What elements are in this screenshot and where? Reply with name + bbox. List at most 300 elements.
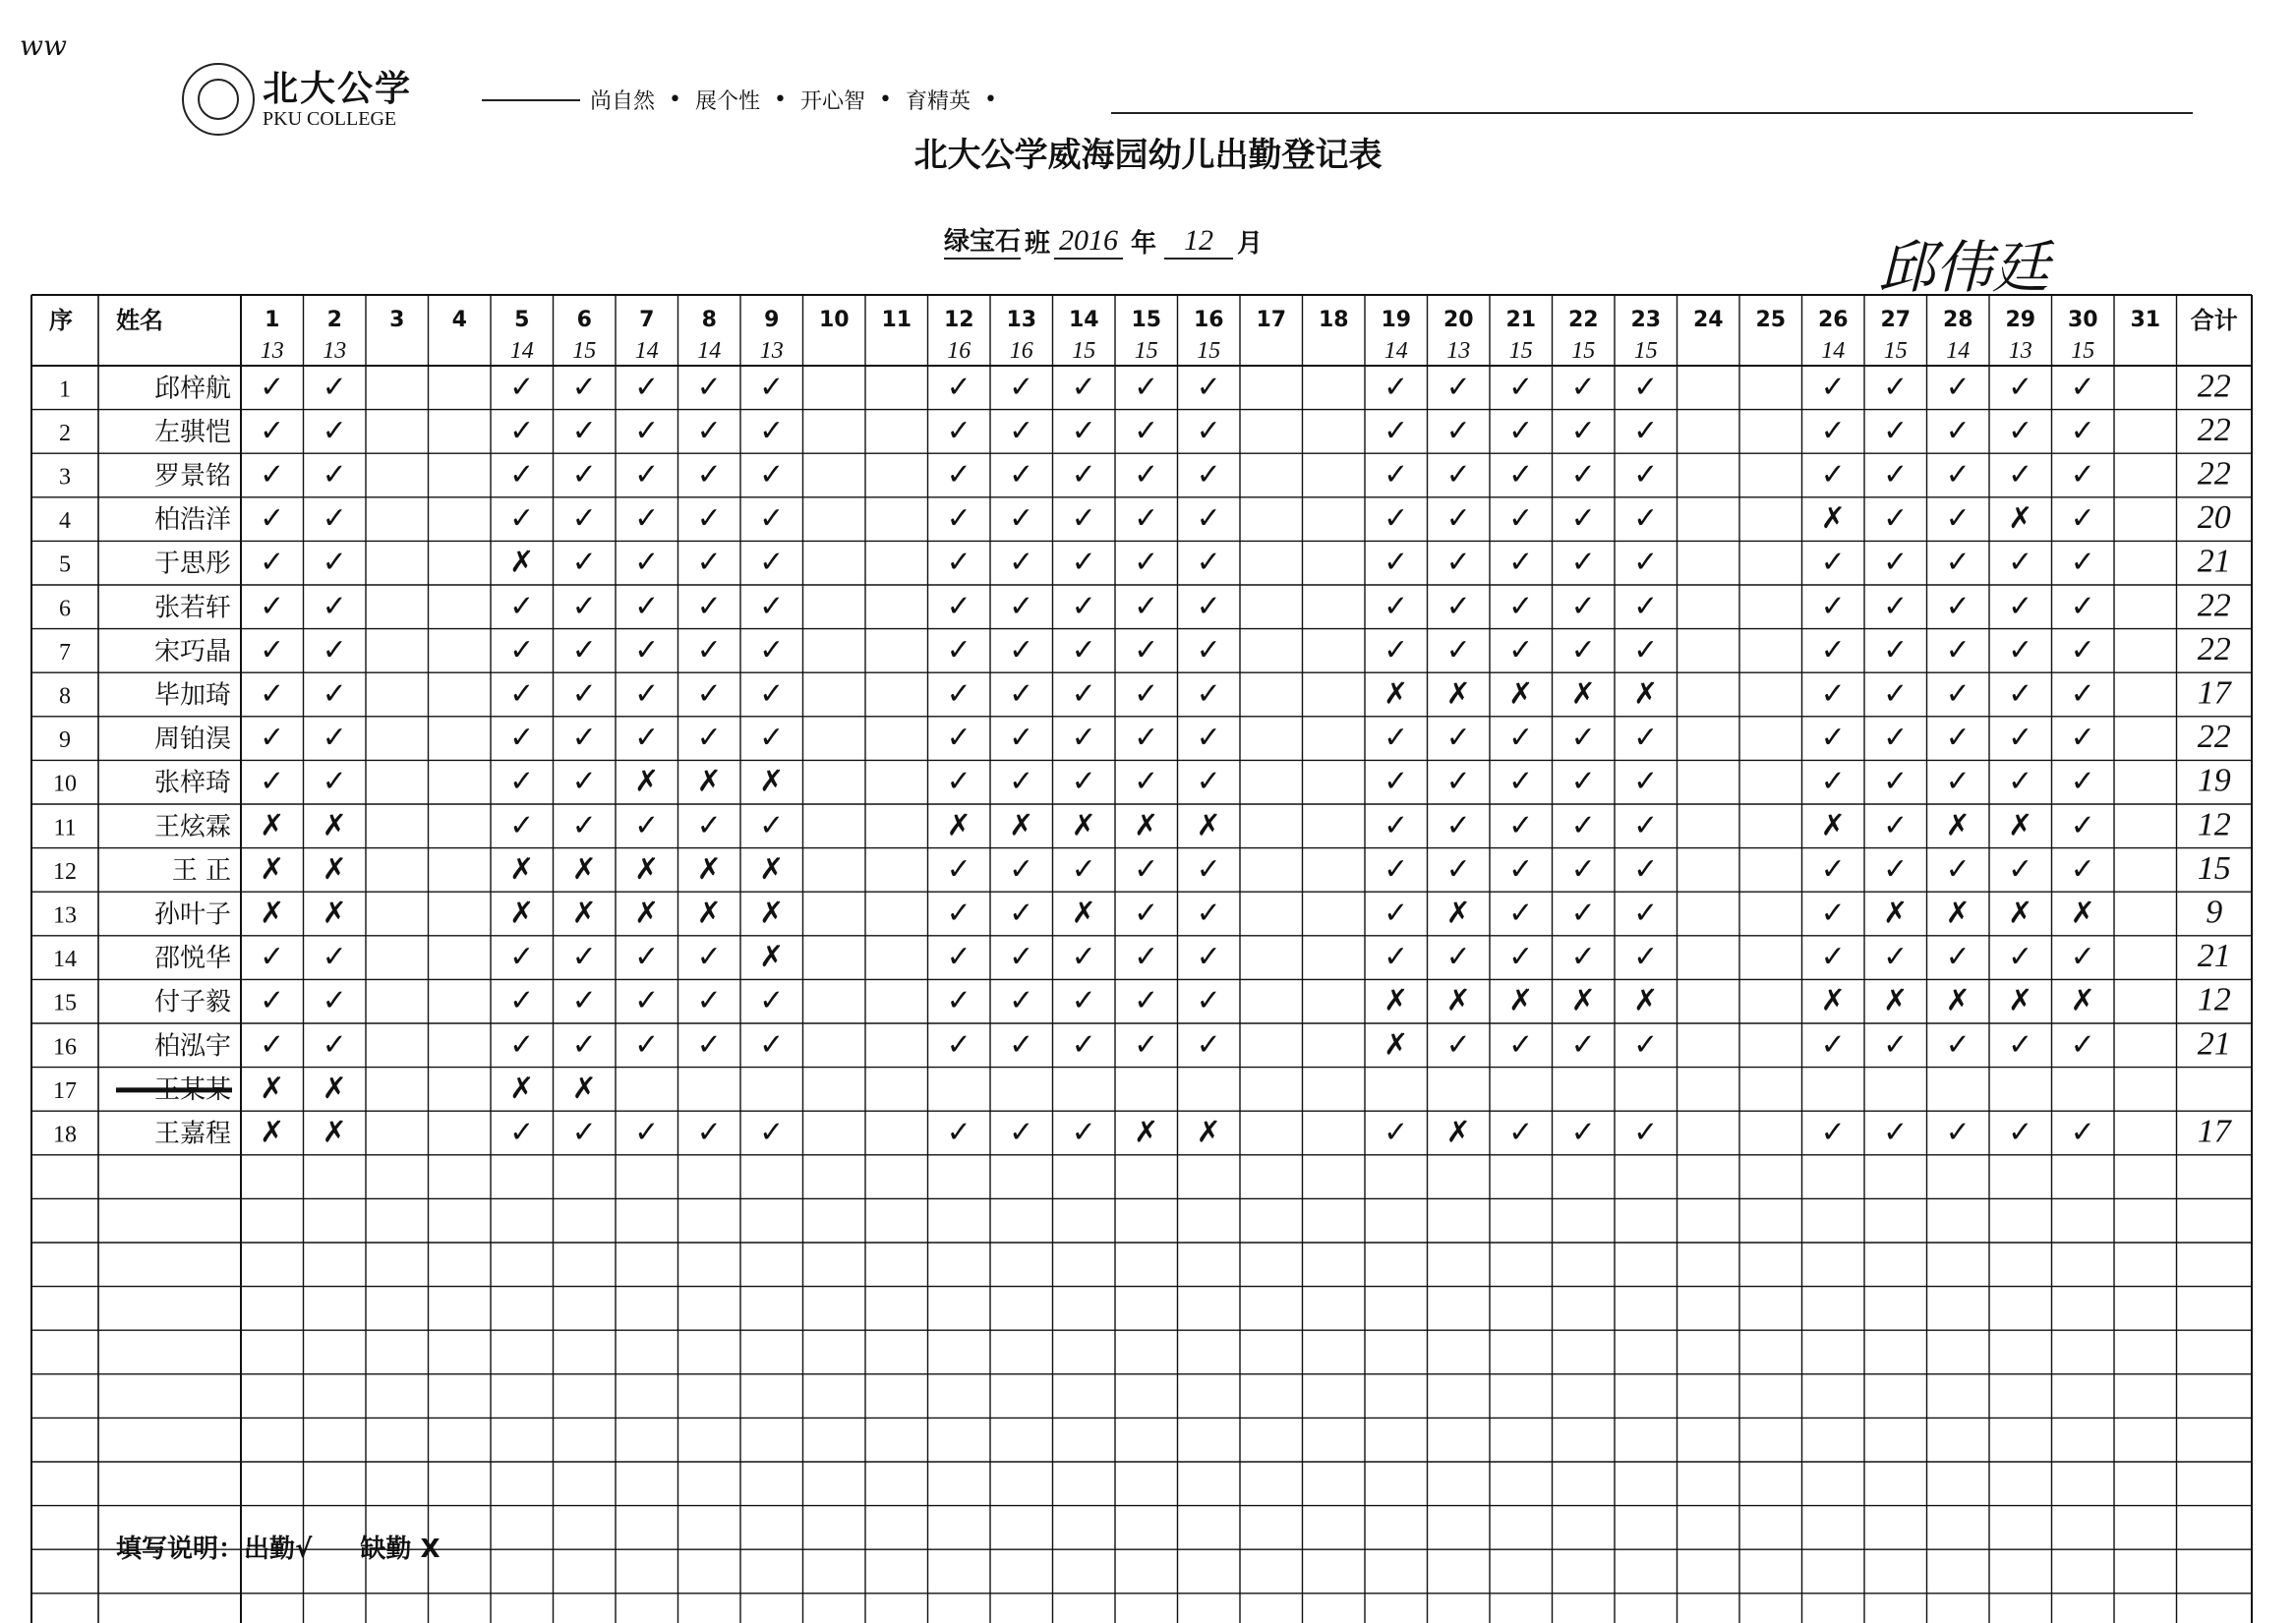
attendance-mark: ✓ <box>260 632 285 667</box>
attendance-mark: ✓ <box>509 940 535 975</box>
attendance-mark: ✓ <box>759 721 785 756</box>
attendance-mark: ✗ <box>571 896 597 931</box>
attendance-mark: ✓ <box>634 370 660 405</box>
attendance-mark: ✓ <box>1445 721 1471 756</box>
attendance-mark: ✓ <box>759 1027 785 1063</box>
attendance-mark: ✓ <box>2070 413 2095 448</box>
footer-present: 填写说明：出勤√ <box>116 1535 313 1564</box>
attendance-mark: ✓ <box>696 413 722 448</box>
daily-count-14: 15 <box>1072 338 1096 364</box>
daily-count-9: 13 <box>759 338 784 364</box>
attendance-mark: ✓ <box>1134 632 1159 667</box>
attendance-mark: ✓ <box>509 501 535 537</box>
attendance-mark: ✓ <box>260 413 285 448</box>
attendance-mark: ✓ <box>946 1115 971 1150</box>
row-name: 柏浩洋 <box>153 505 231 536</box>
attendance-mark: ✓ <box>1508 808 1534 843</box>
attendance-mark: ✓ <box>260 501 285 537</box>
attendance-mark: ✗ <box>634 764 660 799</box>
attendance-mark: ✓ <box>759 545 785 580</box>
attendance-mark: ✓ <box>2008 721 2033 756</box>
attendance-mark: ✓ <box>634 632 660 667</box>
attendance-mark: ✓ <box>946 632 971 667</box>
attendance-mark: ✓ <box>759 808 785 843</box>
daily-count-13: 16 <box>1009 338 1033 364</box>
attendance-mark: ✓ <box>1508 413 1534 448</box>
attendance-mark: ✗ <box>1508 676 1534 712</box>
attendance-mark: ✓ <box>571 1115 597 1150</box>
attendance-mark: ✓ <box>260 589 285 624</box>
attendance-mark: ✓ <box>1820 632 1846 667</box>
attendance-mark: ✓ <box>634 676 660 712</box>
row-total: 21 <box>2197 543 2231 580</box>
attendance-mark: ✓ <box>571 1027 597 1063</box>
attendance-mark: ✓ <box>1196 896 1221 931</box>
daily-count-21: 15 <box>1508 338 1533 364</box>
attendance-mark: ✓ <box>1570 457 1596 493</box>
attendance-mark: ✓ <box>260 370 285 405</box>
attendance-mark: ✓ <box>1883 457 1909 493</box>
attendance-mark: ✗ <box>1945 983 1971 1018</box>
attendance-mark: ✓ <box>1945 851 1971 887</box>
attendance-mark: ✓ <box>322 1027 347 1063</box>
attendance-mark: ✓ <box>1820 1115 1846 1150</box>
row-seq: 13 <box>53 902 77 929</box>
attendance-mark: ✓ <box>2070 370 2095 405</box>
attendance-mark: ✓ <box>1633 370 1659 405</box>
attendance-mark: ✓ <box>1820 721 1846 756</box>
attendance-mark: ✓ <box>1445 940 1471 975</box>
attendance-mark: ✓ <box>1883 589 1909 624</box>
row-name: 王嘉程 <box>153 1119 231 1149</box>
header-day-11: 11 <box>881 308 913 332</box>
attendance-mark: ✓ <box>2008 764 2033 799</box>
header-day-3: 3 <box>389 308 405 332</box>
row-total: 22 <box>2197 630 2231 667</box>
header-day-4: 4 <box>451 308 467 332</box>
attendance-mark: ✓ <box>1009 851 1034 887</box>
attendance-mark: ✓ <box>1633 457 1659 493</box>
attendance-mark: ✓ <box>1009 721 1034 756</box>
footer-note <box>116 1529 480 1565</box>
attendance-mark: ✓ <box>2070 632 2095 667</box>
attendance-mark: ✓ <box>2008 413 2033 448</box>
attendance-mark: ✓ <box>1633 501 1659 537</box>
row-name: 孙叶子 <box>153 899 231 930</box>
attendance-mark: ✗ <box>1820 983 1846 1018</box>
attendance-mark: ✓ <box>1945 545 1971 580</box>
attendance-mark: ✓ <box>509 370 535 405</box>
attendance-mark: ✗ <box>1633 676 1659 712</box>
attendance-mark: ✓ <box>1383 1115 1409 1150</box>
attendance-mark: ✓ <box>1383 589 1409 624</box>
attendance-mark: ✓ <box>1633 545 1659 580</box>
attendance-mark: ✓ <box>509 764 535 799</box>
row-name: 张若轩 <box>153 593 231 623</box>
attendance-mark: ✓ <box>1196 457 1221 493</box>
attendance-mark: ✓ <box>2070 764 2095 799</box>
row-total: 22 <box>2197 587 2231 624</box>
attendance-mark: ✗ <box>946 808 971 843</box>
attendance-mark: ✓ <box>1820 545 1846 580</box>
header-day-10: 10 <box>818 308 850 332</box>
attendance-mark: ✗ <box>1134 1115 1159 1150</box>
row-total: 17 <box>2197 674 2231 712</box>
daily-count-6: 15 <box>572 338 597 364</box>
attendance-mark: ✓ <box>1383 896 1409 931</box>
attendance-mark: ✓ <box>509 632 535 667</box>
header-day-2: 2 <box>326 308 342 332</box>
attendance-mark: ✓ <box>1009 457 1034 493</box>
attendance-mark: ✓ <box>571 983 597 1018</box>
attendance-mark: ✓ <box>1196 851 1221 887</box>
attendance-mark: ✓ <box>946 676 971 712</box>
attendance-mark: ✓ <box>509 721 535 756</box>
attendance-mark: ✓ <box>322 457 347 493</box>
attendance-mark: ✗ <box>260 851 285 887</box>
attendance-mark: ✓ <box>1134 851 1159 887</box>
month-value: 12 <box>1164 224 1233 260</box>
attendance-mark: ✓ <box>1196 1027 1221 1063</box>
row-seq: 10 <box>53 771 77 797</box>
attendance-mark: ✓ <box>1445 1027 1471 1063</box>
header-day-28: 28 <box>1942 308 1973 332</box>
attendance-mark: ✓ <box>1009 1027 1034 1063</box>
attendance-mark: ✗ <box>759 764 785 799</box>
footer-absent: 缺勤 X <box>360 1535 441 1564</box>
teacher-signature: 邱伟廷 <box>1878 234 2050 301</box>
attendance-mark: ✓ <box>509 589 535 624</box>
attendance-mark: ✓ <box>1883 632 1909 667</box>
header-day-19: 19 <box>1381 308 1412 332</box>
attendance-mark: ✓ <box>634 808 660 843</box>
attendance-mark: ✓ <box>946 413 971 448</box>
row-seq: 3 <box>59 464 71 491</box>
attendance-mark: ✗ <box>260 896 285 931</box>
attendance-mark: ✓ <box>571 764 597 799</box>
attendance-mark: ✓ <box>759 457 785 493</box>
attendance-mark: ✓ <box>1009 545 1034 580</box>
attendance-mark: ✓ <box>1570 545 1596 580</box>
attendance-mark: ✓ <box>1633 851 1659 887</box>
row-seq: 11 <box>53 815 77 841</box>
row-total: 22 <box>2197 368 2231 405</box>
attendance-mark: ✓ <box>1945 764 1971 799</box>
attendance-mark: ✓ <box>260 764 285 799</box>
attendance-mark: ✓ <box>1071 721 1096 756</box>
attendance-mark: ✓ <box>1945 413 1971 448</box>
row-seq: 7 <box>59 639 71 666</box>
attendance-mark: ✓ <box>1445 808 1471 843</box>
attendance-mark: ✓ <box>946 457 971 493</box>
attendance-mark: ✗ <box>2008 983 2033 1018</box>
attendance-mark: ✓ <box>696 589 722 624</box>
attendance-mark: ✓ <box>1134 457 1159 493</box>
attendance-mark: ✓ <box>1570 589 1596 624</box>
attendance-mark: ✗ <box>1883 983 1909 1018</box>
attendance-mark: ✗ <box>1196 808 1221 843</box>
header-day-20: 20 <box>1442 308 1474 332</box>
attendance-mark: ✓ <box>1508 370 1534 405</box>
header-day-21: 21 <box>1505 308 1537 332</box>
daily-count-27: 15 <box>1883 338 1908 364</box>
attendance-mark: ✗ <box>322 1071 347 1106</box>
header-day-18: 18 <box>1318 308 1349 332</box>
row-total: 17 <box>2197 1113 2231 1150</box>
attendance-mark: ✗ <box>322 896 347 931</box>
attendance-mark: ✓ <box>1945 457 1971 493</box>
row-seq: 16 <box>53 1034 77 1061</box>
header-day-26: 26 <box>1817 308 1849 332</box>
attendance-mark: ✗ <box>571 851 597 887</box>
attendance-mark: ✗ <box>1196 1115 1221 1150</box>
attendance-mark: ✓ <box>571 676 597 712</box>
row-total: 22 <box>2197 719 2231 756</box>
attendance-mark: ✓ <box>1071 501 1096 537</box>
attendance-mark: ✗ <box>1570 983 1596 1018</box>
attendance-mark: ✓ <box>1883 1027 1909 1063</box>
attendance-mark: ✓ <box>322 676 347 712</box>
daily-count-22: 15 <box>1571 338 1596 364</box>
attendance-mark: ✓ <box>1883 501 1909 537</box>
attendance-mark: ✓ <box>1009 413 1034 448</box>
attendance-mark: ✓ <box>322 632 347 667</box>
attendance-mark: ✓ <box>1570 1027 1596 1063</box>
attendance-mark: ✓ <box>2008 545 2033 580</box>
attendance-mark: ✗ <box>1134 808 1159 843</box>
attendance-mark: ✓ <box>1009 501 1034 537</box>
attendance-mark: ✓ <box>1633 940 1659 975</box>
attendance-mark: ✓ <box>1134 764 1159 799</box>
attendance-mark: ✓ <box>946 589 971 624</box>
attendance-mark: ✓ <box>1570 501 1596 537</box>
attendance-mark: ✓ <box>759 501 785 537</box>
attendance-mark: ✗ <box>1883 896 1909 931</box>
row-name: 王炫霖 <box>153 812 231 842</box>
attendance-mark: ✓ <box>1508 896 1534 931</box>
attendance-mark: ✓ <box>759 370 785 405</box>
header-day-1: 1 <box>265 308 280 332</box>
attendance-mark: ✗ <box>1820 501 1846 537</box>
class-label: 班 <box>1025 229 1051 259</box>
attendance-mark: ✓ <box>1134 589 1159 624</box>
row-total: 20 <box>2197 499 2231 537</box>
attendance-mark: ✓ <box>1009 676 1034 712</box>
attendance-mark: ✓ <box>509 676 535 712</box>
motto-4: 育精英 <box>906 89 971 114</box>
attendance-mark: ✓ <box>1445 457 1471 493</box>
attendance-mark: ✓ <box>1071 764 1096 799</box>
header-day-5: 5 <box>514 308 530 332</box>
attendance-mark: ✓ <box>1071 1027 1096 1063</box>
attendance-mark: ✗ <box>1071 808 1096 843</box>
attendance-mark: ✓ <box>2070 1027 2095 1063</box>
attendance-mark: ✗ <box>2008 501 2033 537</box>
attendance-mark: ✓ <box>1570 851 1596 887</box>
daily-count-19: 14 <box>1383 338 1408 364</box>
attendance-mark: ✓ <box>1134 940 1159 975</box>
attendance-mark: ✓ <box>1196 764 1221 799</box>
attendance-mark: ✓ <box>1071 676 1096 712</box>
year-label: 年 <box>1131 229 1157 259</box>
header-day-6: 6 <box>576 308 592 332</box>
row-name: 张梓琦 <box>153 768 231 798</box>
row-name: 于思彤 <box>153 549 231 579</box>
attendance-mark: ✓ <box>2070 721 2095 756</box>
attendance-mark: ✓ <box>1071 1115 1096 1150</box>
row-name: 邵悦华 <box>153 944 231 974</box>
row-seq: 17 <box>53 1077 77 1104</box>
attendance-mark: ✓ <box>1508 589 1534 624</box>
attendance-mark: ✓ <box>696 983 722 1018</box>
header-day-7: 7 <box>639 308 655 332</box>
attendance-mark: ✓ <box>1945 370 1971 405</box>
attendance-mark: ✓ <box>1196 632 1221 667</box>
attendance-mark: ✓ <box>1383 545 1409 580</box>
attendance-mark: ✓ <box>1820 413 1846 448</box>
attendance-mark: ✓ <box>634 983 660 1018</box>
attendance-mark: ✓ <box>1196 983 1221 1018</box>
attendance-mark: ✓ <box>322 940 347 975</box>
attendance-mark: ✓ <box>696 721 722 756</box>
motto-3: 开心智 <box>800 89 866 114</box>
attendance-mark: ✓ <box>2008 940 2033 975</box>
attendance-mark: ✓ <box>509 1115 535 1150</box>
daily-count-8: 14 <box>697 338 722 364</box>
attendance-mark: ✓ <box>696 501 722 537</box>
attendance-mark: ✓ <box>1945 501 1971 537</box>
attendance-mark: ✓ <box>1945 632 1971 667</box>
attendance-mark: ✗ <box>696 764 722 799</box>
attendance-mark: ✓ <box>1071 632 1096 667</box>
attendance-mark: ✓ <box>1883 764 1909 799</box>
attendance-mark: ✓ <box>634 1115 660 1150</box>
attendance-mark: ✗ <box>322 1115 347 1150</box>
attendance-mark: ✓ <box>696 632 722 667</box>
attendance-mark: ✓ <box>1134 1027 1159 1063</box>
attendance-mark: ✓ <box>1570 721 1596 756</box>
attendance-mark: ✓ <box>696 808 722 843</box>
row-seq: 1 <box>59 377 71 403</box>
attendance-mark: ✗ <box>1570 676 1596 712</box>
attendance-mark: ✓ <box>634 545 660 580</box>
attendance-mark: ✓ <box>571 545 597 580</box>
row-seq: 6 <box>59 596 71 622</box>
attendance-mark: ✓ <box>1820 676 1846 712</box>
attendance-mark: ✗ <box>509 1071 535 1106</box>
attendance-mark: ✓ <box>946 545 971 580</box>
attendance-mark: ✓ <box>1134 983 1159 1018</box>
attendance-mark: ✗ <box>634 851 660 887</box>
attendance-mark: ✓ <box>322 764 347 799</box>
attendance-mark: ✓ <box>1196 545 1221 580</box>
attendance-mark: ✓ <box>1633 721 1659 756</box>
header-day-23: 23 <box>1630 308 1662 332</box>
year-value: 2016 <box>1054 224 1123 260</box>
attendance-mark: ✓ <box>1009 589 1034 624</box>
attendance-mark: ✗ <box>759 896 785 931</box>
attendance-mark: ✓ <box>571 501 597 537</box>
header-day-17: 17 <box>1256 308 1287 332</box>
attendance-mark: ✓ <box>1883 676 1909 712</box>
header-day-15: 15 <box>1131 308 1162 332</box>
attendance-mark: ✓ <box>1820 940 1846 975</box>
attendance-mark: ✓ <box>1508 851 1534 887</box>
header-day-27: 27 <box>1880 308 1912 332</box>
attendance-mark: ✗ <box>260 1115 285 1150</box>
daily-count-29: 13 <box>2008 338 2032 364</box>
attendance-mark: ✓ <box>1445 413 1471 448</box>
attendance-mark: ✓ <box>322 589 347 624</box>
attendance-mark: ✓ <box>1508 1027 1534 1063</box>
row-name: 王某某 <box>153 1074 231 1105</box>
attendance-mark: ✓ <box>1508 545 1534 580</box>
attendance-mark: ✓ <box>322 545 347 580</box>
attendance-mark: ✓ <box>2008 1115 2033 1150</box>
attendance-mark: ✓ <box>1570 940 1596 975</box>
attendance-mark: ✓ <box>946 940 971 975</box>
attendance-mark: ✓ <box>1633 589 1659 624</box>
attendance-mark: ✓ <box>946 370 971 405</box>
attendance-mark: ✓ <box>1383 370 1409 405</box>
attendance-mark: ✓ <box>634 413 660 448</box>
attendance-mark: ✗ <box>260 808 285 843</box>
attendance-mark: ✓ <box>571 721 597 756</box>
attendance-mark: ✓ <box>1134 721 1159 756</box>
row-total: 19 <box>2197 762 2231 799</box>
attendance-mark: ✓ <box>1820 589 1846 624</box>
attendance-mark: ✓ <box>509 983 535 1018</box>
header-day-13: 13 <box>1006 308 1037 332</box>
attendance-mark: ✓ <box>1570 1115 1596 1150</box>
attendance-mark: ✓ <box>1009 896 1034 931</box>
row-name: 毕加琦 <box>153 680 231 711</box>
attendance-mark: ✓ <box>1883 721 1909 756</box>
attendance-mark: ✓ <box>1820 370 1846 405</box>
attendance-mark: ✓ <box>759 413 785 448</box>
attendance-mark: ✓ <box>1570 764 1596 799</box>
attendance-mark: ✓ <box>509 808 535 843</box>
attendance-mark: ✓ <box>1633 896 1659 931</box>
attendance-mark: ✗ <box>1445 983 1471 1018</box>
attendance-mark: ✓ <box>2070 589 2095 624</box>
attendance-mark: ✓ <box>260 940 285 975</box>
attendance-mark: ✓ <box>1945 589 1971 624</box>
attendance-mark: ✓ <box>571 370 597 405</box>
attendance-mark: ✓ <box>1009 1115 1034 1150</box>
attendance-mark: ✗ <box>2008 808 2033 843</box>
row-seq: 4 <box>59 508 71 535</box>
attendance-mark: ✓ <box>1196 370 1221 405</box>
row-total: 21 <box>2197 938 2231 975</box>
attendance-mark: ✓ <box>696 370 722 405</box>
attendance-mark: ✓ <box>1071 370 1096 405</box>
attendance-mark: ✓ <box>2070 457 2095 493</box>
attendance-mark: ✓ <box>1445 589 1471 624</box>
attendance-mark: ✓ <box>1196 413 1221 448</box>
attendance-mark: ✓ <box>1071 589 1096 624</box>
attendance-mark: ✓ <box>2008 457 2033 493</box>
header-total: 合计 <box>2190 307 2238 334</box>
row-total: 22 <box>2197 411 2231 448</box>
attendance-mark: ✓ <box>1883 370 1909 405</box>
attendance-mark: ✓ <box>1445 370 1471 405</box>
attendance-mark: ✓ <box>1633 764 1659 799</box>
row-name: 周铂淏 <box>153 725 231 755</box>
attendance-mark: ✓ <box>509 1027 535 1063</box>
attendance-mark: ✓ <box>2070 1115 2095 1150</box>
attendance-mark: ✓ <box>1196 501 1221 537</box>
